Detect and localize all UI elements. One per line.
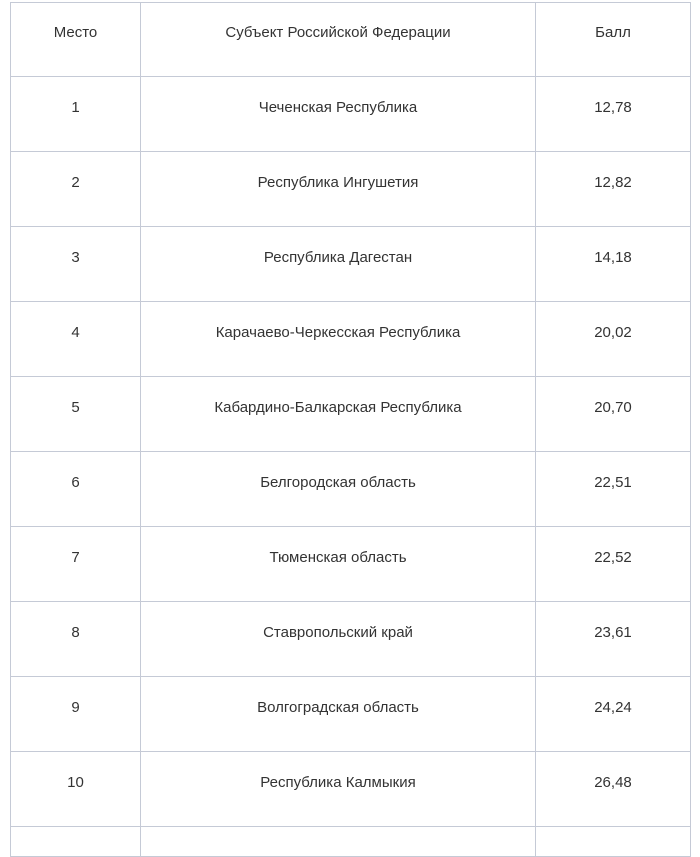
cell-place: 8	[11, 602, 141, 677]
cell-score: 22,52	[536, 527, 691, 602]
cell-place: 1	[11, 77, 141, 152]
cell-region: Республика Ингушетия	[141, 152, 536, 227]
cell-region: Ставропольский край	[141, 602, 536, 677]
table-row	[11, 527, 691, 602]
header-score: Балл	[536, 3, 691, 77]
cell-region: Волгоградская область	[141, 677, 536, 752]
cell-place: 6	[11, 452, 141, 527]
cell-score: 20,02	[536, 302, 691, 377]
cell-region: Карачаево-Черкесская Республика	[141, 302, 536, 377]
cell-score: 12,78	[536, 77, 691, 152]
cell-empty	[11, 827, 141, 857]
cell-region: Тюменская область	[141, 527, 536, 602]
cell-region: Кабардино-Балкарская Республика	[141, 377, 536, 452]
cell-place: 10	[11, 752, 141, 827]
cell-score: 22,51	[536, 452, 691, 527]
cell-empty	[141, 827, 536, 857]
cell-region: Белгородская область	[141, 452, 536, 527]
cell-score: 24,24	[536, 677, 691, 752]
cell-score: 12,82	[536, 152, 691, 227]
cell-empty	[536, 827, 691, 857]
table-row	[11, 77, 691, 152]
header-region: Субъект Российской Федерации	[141, 3, 536, 77]
ranking-table	[10, 2, 691, 857]
table-header-row	[11, 3, 691, 77]
cell-score: 26,48	[536, 752, 691, 827]
cell-region: Республика Калмыкия	[141, 752, 536, 827]
table-row	[11, 452, 691, 527]
header-place: Место	[11, 3, 141, 77]
table-row	[11, 377, 691, 452]
table-row	[11, 152, 691, 227]
table-row	[11, 752, 691, 827]
cell-score: 23,61	[536, 602, 691, 677]
table-row	[11, 677, 691, 752]
cell-place: 9	[11, 677, 141, 752]
cell-place: 7	[11, 527, 141, 602]
cell-place: 2	[11, 152, 141, 227]
table-row	[11, 227, 691, 302]
cell-place: 5	[11, 377, 141, 452]
cell-region: Чеченская Республика	[141, 77, 536, 152]
cell-score: 14,18	[536, 227, 691, 302]
ranking-table-container	[10, 2, 690, 857]
table-row	[11, 602, 691, 677]
table-row	[11, 302, 691, 377]
cell-place: 3	[11, 227, 141, 302]
cell-place: 4	[11, 302, 141, 377]
table-row-partial	[11, 827, 691, 857]
cell-region: Республика Дагестан	[141, 227, 536, 302]
cell-score: 20,70	[536, 377, 691, 452]
